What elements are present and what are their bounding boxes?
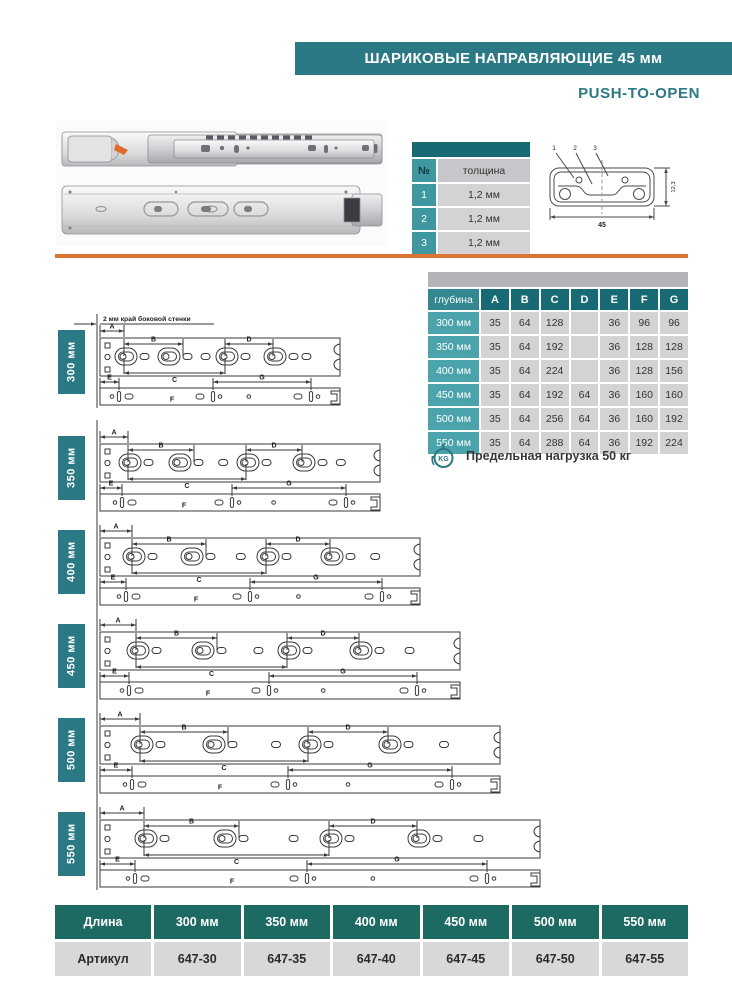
- dims-value-cell: 128: [541, 312, 569, 334]
- svg-text:B: B: [166, 536, 172, 544]
- part-label-1: 1: [552, 145, 556, 152]
- dims-value-cell: 96: [630, 312, 658, 334]
- dims-value-cell: 156: [660, 360, 688, 382]
- dims-col-header-C: C: [541, 289, 569, 310]
- svg-text:G: G: [367, 762, 373, 770]
- dims-value-cell: 128: [660, 336, 688, 358]
- product-photo: [56, 120, 388, 251]
- svg-text:E: E: [107, 374, 112, 382]
- product-photo-illustration: [56, 120, 388, 246]
- dims-value-cell: 64: [571, 408, 599, 430]
- svg-text:D: D: [370, 818, 376, 826]
- articles-table: [55, 905, 688, 976]
- svg-text:A: A: [111, 429, 117, 437]
- dims-value-cell: 128: [630, 336, 658, 358]
- dims-depth-cell: 450 мм: [428, 384, 479, 406]
- dims-depth-cell: 300 мм: [428, 312, 479, 334]
- dims-value-cell: 160: [630, 408, 658, 430]
- slide-drawing: [60, 312, 710, 410]
- dims-value-cell: 36: [600, 432, 628, 454]
- thickness-row-no: 2: [412, 208, 436, 230]
- part-label-3: 3: [593, 145, 597, 152]
- svg-text:B: B: [150, 336, 157, 344]
- thickness-row-value: 1,2 мм: [438, 184, 530, 206]
- height-dim-12-3: 12,3: [671, 181, 677, 193]
- svg-text:F: F: [169, 396, 175, 404]
- svg-text:C: C: [184, 483, 190, 490]
- svg-text:B: B: [158, 442, 164, 450]
- dims-value-cell: 64: [511, 408, 539, 430]
- slide-drawing: [60, 606, 710, 704]
- width-dim-45: 45: [598, 222, 606, 229]
- svg-text:G: G: [286, 480, 292, 488]
- dims-depth-cell: 500 мм: [428, 408, 479, 430]
- dims-col-header-A: A: [481, 289, 509, 310]
- slide-drawing: [60, 512, 710, 610]
- slide-drawing: [60, 418, 710, 516]
- svg-text:D: D: [345, 724, 351, 732]
- svg-text:G: G: [313, 574, 319, 582]
- kg-icon-label: KG: [438, 456, 449, 463]
- svg-text:D: D: [295, 536, 301, 544]
- svg-text:E: E: [110, 574, 116, 582]
- svg-text:G: G: [394, 856, 400, 864]
- svg-text:B: B: [188, 818, 195, 826]
- dims-value-cell: 288: [541, 432, 569, 454]
- dims-value-cell: 64: [511, 336, 539, 358]
- dims-value-cell: 64: [511, 312, 539, 334]
- svg-text:G: G: [259, 374, 265, 382]
- dims-value-cell: 192: [660, 408, 688, 430]
- dims-value-cell: 224: [660, 432, 688, 454]
- articles-article-value: 647-30: [154, 942, 241, 976]
- svg-text:F: F: [205, 690, 211, 698]
- drawing-section-400мм: [58, 512, 718, 610]
- section-length-label: 450 мм: [58, 624, 85, 688]
- dims-value-cell: 64: [511, 432, 539, 454]
- section-length-label: 400 мм: [58, 530, 85, 594]
- thickness-table: [412, 142, 530, 254]
- articles-article-header: Артикул: [55, 942, 151, 976]
- articles-length-header: Длина: [55, 905, 151, 939]
- drawing-section-300мм: [58, 312, 718, 410]
- section-length-label: 500 мм: [58, 718, 85, 782]
- dims-value-cell: 36: [600, 312, 628, 334]
- articles-article-value: 647-35: [244, 942, 331, 976]
- dims-value-cell: 36: [600, 360, 628, 382]
- articles-article-value: 647-40: [333, 942, 420, 976]
- dimensions-table-titlebar: [428, 272, 688, 287]
- svg-text:F: F: [181, 502, 187, 510]
- dims-col-header-G: G: [660, 289, 688, 310]
- dims-value-cell: 160: [660, 384, 688, 406]
- header-bar: [295, 42, 732, 75]
- dims-value-cell: 64: [511, 360, 539, 382]
- dims-value-cell: 35: [481, 336, 509, 358]
- orange-divider: [55, 254, 688, 258]
- dims-depth-cell: 350 мм: [428, 336, 479, 358]
- dims-col-header-E: E: [600, 289, 628, 310]
- dims-value-cell: 36: [600, 336, 628, 358]
- dims-value-cell: 256: [541, 408, 569, 430]
- svg-text:2 мм край боковой стенки: 2 мм край боковой стенки: [103, 316, 191, 323]
- articles-length-col: 550 мм: [602, 905, 689, 939]
- svg-text:E: E: [112, 668, 117, 676]
- dims-value-cell: 35: [481, 312, 509, 334]
- svg-text:A: A: [117, 711, 123, 719]
- articles-length-col: 350 мм: [244, 905, 331, 939]
- svg-text:C: C: [171, 377, 178, 384]
- svg-text:C: C: [221, 765, 227, 772]
- dims-value-cell: 160: [630, 384, 658, 406]
- dims-value-cell: 192: [541, 384, 569, 406]
- drawing-section-550мм: [58, 794, 718, 892]
- drawing-section-500мм: [58, 700, 718, 798]
- thickness-row-no: 1: [412, 184, 436, 206]
- dims-value-cell: 35: [481, 360, 509, 382]
- dims-value-cell: 64: [571, 384, 599, 406]
- dims-col-header-F: F: [630, 289, 658, 310]
- section-length-label: 350 мм: [58, 436, 85, 500]
- dims-depth-cell: 550 мм: [428, 432, 479, 454]
- svg-text:D: D: [271, 442, 277, 450]
- svg-text:F: F: [193, 596, 199, 604]
- dims-value-cell: 35: [481, 384, 509, 406]
- articles-length-col: 400 мм: [333, 905, 420, 939]
- thickness-row-no: 3: [412, 232, 436, 254]
- svg-text:A: A: [113, 523, 119, 531]
- thickness-col-thickness-header: толщина: [438, 159, 530, 182]
- drawing-section-350мм: [58, 418, 718, 516]
- dims-value-cell: 224: [541, 360, 569, 382]
- svg-text:A: A: [115, 617, 121, 625]
- thickness-col-no-header: №: [412, 159, 436, 182]
- drawing-section-450мм: [58, 606, 718, 704]
- dims-value-cell: 64: [571, 432, 599, 454]
- dims-corner-header: глубина: [428, 289, 479, 310]
- thickness-row-value: 1,2 мм: [438, 232, 530, 254]
- slide-drawing: [60, 794, 710, 892]
- dims-value-cell: 36: [600, 408, 628, 430]
- dims-depth-cell: 400 мм: [428, 360, 479, 382]
- slide-drawing: [60, 700, 710, 798]
- dims-value-cell: 192: [541, 336, 569, 358]
- svg-text:B: B: [181, 724, 187, 732]
- dims-value-cell: 192: [630, 432, 658, 454]
- articles-article-value: 647-50: [512, 942, 599, 976]
- svg-text:E: E: [108, 480, 114, 488]
- dims-value-cell: 128: [630, 360, 658, 382]
- svg-text:C: C: [233, 859, 240, 866]
- dims-value-cell: 36: [600, 384, 628, 406]
- svg-text:E: E: [115, 856, 120, 864]
- svg-text:E: E: [113, 762, 119, 770]
- thickness-table-titlebar: [412, 142, 530, 157]
- dims-col-header-B: B: [511, 289, 539, 310]
- page-title: ШАРИКОВЫЕ НАПРАВЛЯЮЩИЕ 45 мм: [364, 50, 663, 67]
- cross-section-diagram: [534, 140, 702, 237]
- dims-value-cell: 64: [511, 384, 539, 406]
- thickness-row-value: 1,2 мм: [438, 208, 530, 230]
- articles-article-value: 647-45: [423, 942, 510, 976]
- svg-text:A: A: [119, 805, 125, 813]
- svg-text:C: C: [208, 671, 215, 678]
- articles-length-col: 500 мм: [512, 905, 599, 939]
- subtitle-push-to-open: PUSH-TO-OPEN: [578, 85, 700, 102]
- svg-text:D: D: [246, 336, 252, 344]
- dims-value-cell: 35: [481, 432, 509, 454]
- thickness-table-grid: [412, 159, 530, 254]
- dims-value-cell: 35: [481, 408, 509, 430]
- dims-value-cell: 96: [660, 312, 688, 334]
- section-length-label: 300 мм: [58, 330, 85, 394]
- articles-length-col: 450 мм: [423, 905, 510, 939]
- articles-article-value: 647-55: [602, 942, 689, 976]
- part-label-2: 2: [573, 145, 577, 152]
- svg-text:C: C: [196, 577, 202, 584]
- svg-text:D: D: [320, 630, 326, 638]
- section-length-label: 550 мм: [58, 812, 85, 876]
- svg-text:F: F: [229, 878, 235, 886]
- articles-length-col: 300 мм: [154, 905, 241, 939]
- svg-text:G: G: [340, 668, 346, 676]
- svg-text:F: F: [217, 784, 223, 792]
- load-note-text: Предельная нагрузка 50 кг: [466, 449, 632, 463]
- svg-text:A: A: [109, 323, 115, 331]
- dims-col-header-D: D: [571, 289, 599, 310]
- svg-text:B: B: [173, 630, 180, 638]
